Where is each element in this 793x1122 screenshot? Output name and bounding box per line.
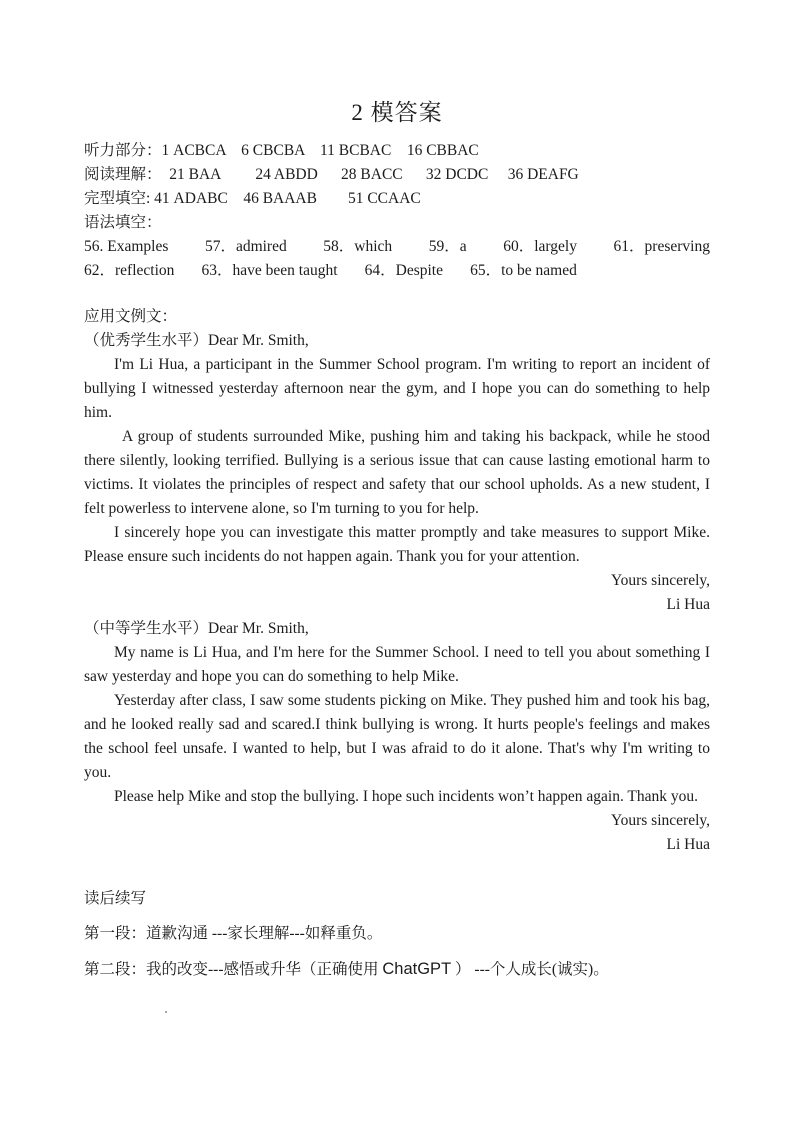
- grammar-section-label: 语法填空：: [84, 214, 162, 231]
- grammar-answer-59: 59．a: [428, 238, 467, 255]
- document-content: [84, 97, 710, 982]
- letter1-salutation: （优秀学生水平）Dear Mr. Smith,: [84, 332, 309, 349]
- continuation-paragraph-2-suffix: ） ---个人成长(诚实)。: [451, 961, 609, 978]
- letter1-paragraph-3: I sincerely hope you can investigate this matter promptly and take measures to support Mike. Please ensure such incidents do not happen again. Thank you for your attention.: [84, 524, 710, 565]
- continuation-paragraph-2-prefix: 第二段：我的改变---感悟或升华（正确使用: [84, 961, 383, 978]
- letter2-paragraph-1: My name is Li Hua, and I'm here for the Summer School. I need to tell you about something I saw yesterday and hope you can do something to help Mike.: [84, 644, 710, 685]
- grammar-answers-line2: 62．reflection 63．have been taught 64．Despite 65．to be named: [84, 262, 577, 279]
- grammar-answer-60: 60．largely: [503, 238, 577, 255]
- grammar-answers-line1: [84, 235, 710, 259]
- listening-answers-line: 听力部分：1 ACBCA 6 CBCBA 11 BCBAC 16 CBBAC: [84, 142, 479, 159]
- cloze-answers-line: 完型填空: 41 ADABC 46 BAAAB 51 CCAAC: [84, 190, 421, 207]
- continuation-paragraph-1: 第一段：道歉沟通 ---家长理解---如释重负。: [84, 925, 383, 942]
- essay-section-label: 应用文例文：: [84, 308, 178, 325]
- continuation-paragraph-2: [84, 957, 710, 982]
- grammar-answer-58: 58．which: [323, 238, 393, 255]
- letter2-closing: Yours sincerely,: [610, 812, 710, 829]
- letter1-paragraph-2: A group of students surrounded Mike, pushing him and taking his backpack, while he stood there silently, looking terrified. Bullying is a serious issue that can cause lasting emotional harm to victims. It violates the principles of respect and safety that our school upholds. As a new student, I felt powerless to intervene alone, so I'm turning to you for help.: [84, 428, 710, 517]
- letter2-signature: Li Hua: [666, 836, 710, 853]
- page-title: 2 模答案: [351, 100, 443, 125]
- letter2-salutation: （中等学生水平）Dear Mr. Smith,: [84, 620, 309, 637]
- grammar-answer-56: 56. Examples: [84, 238, 169, 255]
- stray-scan-mark: [165, 1011, 167, 1013]
- chatgpt-text: ChatGPT: [382, 960, 452, 978]
- grammar-answer-57: 57．admired: [204, 238, 287, 255]
- letter2-paragraph-3: Please help Mike and stop the bullying. I hope such incidents won’t happen again. Thank you.: [114, 788, 699, 805]
- continuation-heading: 读后续写: [84, 890, 147, 907]
- letter2-paragraph-2: Yesterday after class, I saw some students picking on Mike. They pushed him and took his bag, and he looked really sad and scared.I think bullying is wrong. It hurts people's feelings and makes the school feel unsafe. I wanted to help, but I was afraid to do it alone. That's why I'm writing to you.: [84, 692, 710, 781]
- letter1-closing: Yours sincerely,: [610, 572, 710, 589]
- letter1-signature: Li Hua: [666, 596, 710, 613]
- letter1-paragraph-1: I'm Li Hua, a participant in the Summer School program. I'm writing to report an incident of bullying I witnessed yesterday afternoon near the gym, and I hope you can do something to help him.: [84, 356, 710, 421]
- reading-answers-line: 阅读理解： 21 BAA 24 ABDD 28 BACC 32 DCDC 36 DEAFG: [84, 166, 579, 183]
- grammar-answer-61: 61．preserving: [613, 238, 710, 255]
